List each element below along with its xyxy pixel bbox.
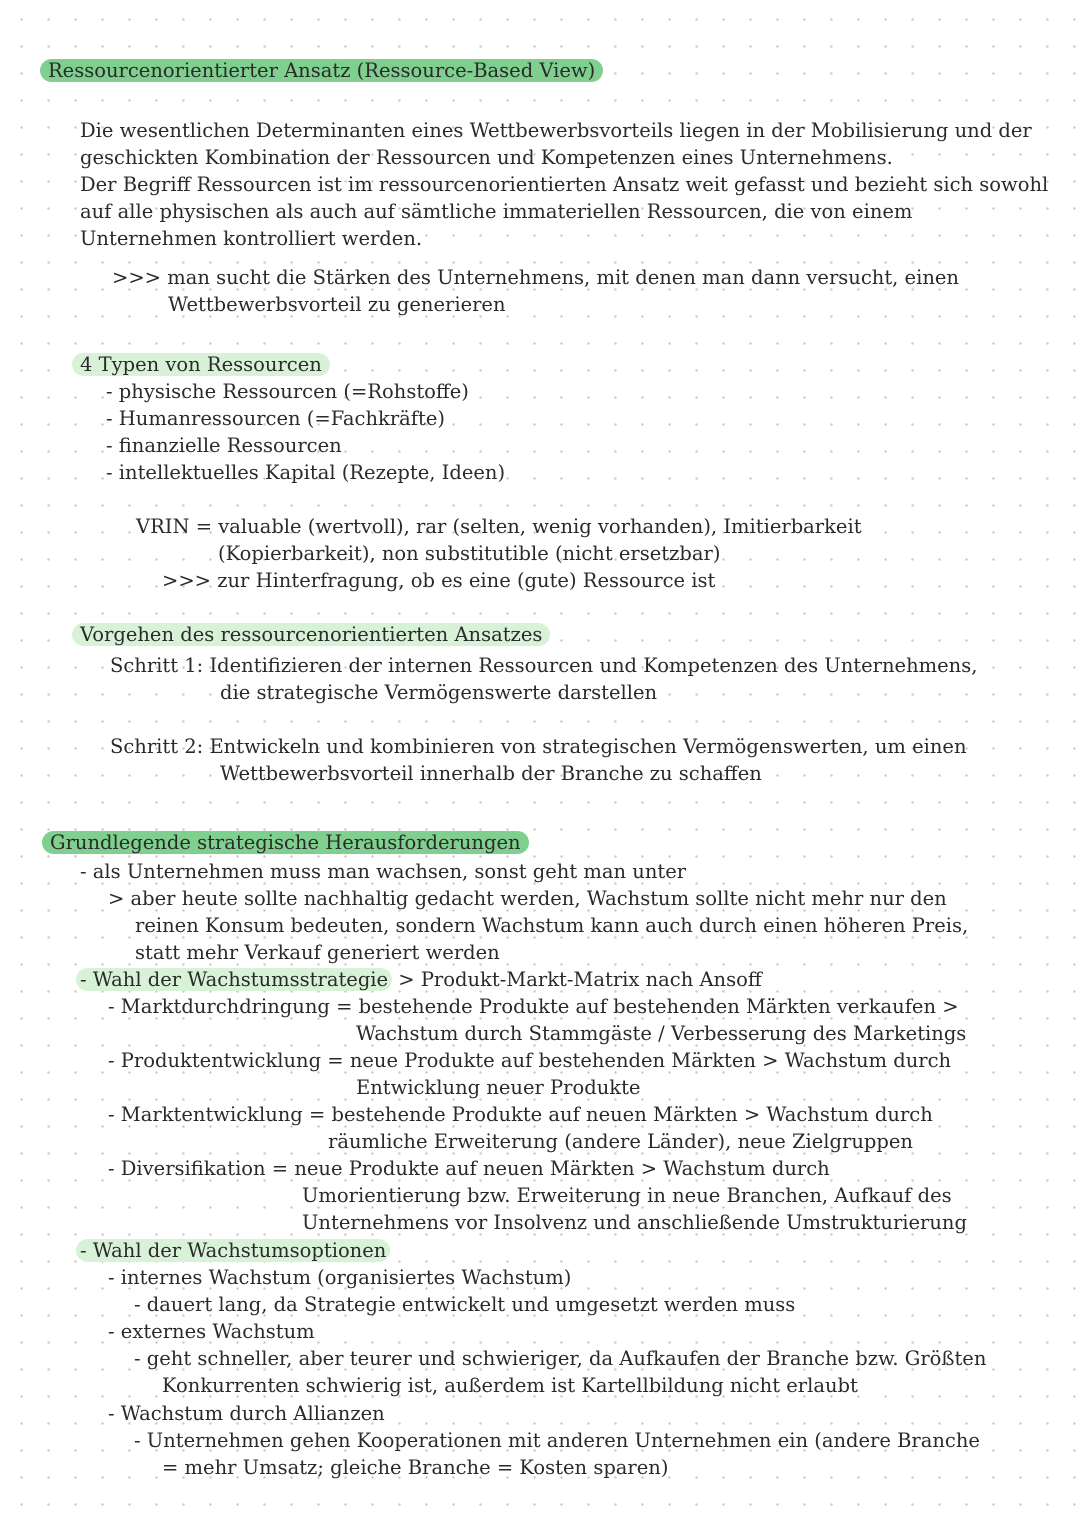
growth-options-highlight: - Wahl der Wachstumsoptionen: [76, 1239, 390, 1262]
growth-strategy-highlight: - Wahl der Wachstumsstrategie: [76, 968, 392, 991]
paragraph-line: Die wesentlichen Determinanten eines Wettbewerbsvorteils liegen in der Mobilisierung und der: [80, 119, 1032, 142]
text-line: > aber heute sollte nachhaltig gedacht werden, Wachstum sollte nicht mehr nur den: [108, 887, 947, 910]
text-line: räumliche Erweiterung (andere Länder), neue Zielgruppen: [328, 1130, 913, 1153]
note-line: >>> man sucht die Stärken des Unternehmens, mit denen man dann versucht, einen: [112, 266, 959, 289]
text-line: Umorientierung bzw. Erweiterung in neue Branchen, Aufkauf des: [302, 1184, 952, 1207]
growth-strategy-line: - Wahl der Wachstumsstrategie > Produkt-Markt-Matrix nach Ansoff: [80, 966, 762, 993]
text-line: Wachstum durch Stammgäste / Verbesserung des Marketings: [356, 1022, 967, 1045]
heading-procedure: Vorgehen des ressourcenorientierten Ansatzes: [80, 621, 550, 648]
heading-resource-types: 4 Typen von Ressourcen: [80, 351, 330, 378]
text-line: - als Unternehmen muss man wachsen, sonst geht man unter: [80, 860, 687, 883]
paragraph-line: auf alle physischen als auch auf sämtliche immateriellen Ressourcen, die von einem: [80, 200, 913, 223]
text-line: - internes Wachstum (organisiertes Wachstum): [108, 1266, 572, 1289]
heading-strategic-challenges: Grundlegende strategische Herausforderungen: [50, 829, 529, 856]
note-line: Wettbewerbsvorteil zu generieren: [168, 293, 506, 316]
text-line: reinen Konsum bedeuten, sondern Wachstum kann auch durch einen höheren Preis,: [135, 914, 969, 937]
text-line: - Produktentwicklung = neue Produkte auf bestehenden Märkten > Wachstum durch: [108, 1049, 952, 1072]
step-line: Schritt 1: Identifizieren der internen Ressourcen und Kompetenzen des Unternehmens,: [110, 654, 978, 677]
list-item: - physische Ressourcen (=Rohstoffe): [106, 380, 469, 403]
vrin-line: >>> zur Hinterfragung, ob es eine (gute) Ressource ist: [162, 569, 716, 592]
text-line: Entwicklung neuer Produkte: [356, 1076, 641, 1099]
step-line: Schritt 2: Entwickeln und kombinieren von strategischen Vermögenswerten, um einen: [110, 735, 967, 758]
list-item: - intellektuelles Kapital (Rezepte, Ideen): [106, 461, 506, 484]
heading-resource-based-view: Ressourcenorientierter Ansatz (Ressource-Based View): [48, 57, 603, 84]
paragraph-line: geschickten Kombination der Ressourcen und Kompetenzen eines Unternehmens.: [80, 146, 893, 169]
text-line: - externes Wachstum: [108, 1320, 315, 1343]
growth-options-line: [80, 1237, 390, 1264]
paragraph-line: Unternehmen kontrolliert werden.: [80, 227, 423, 250]
text-line: - dauert lang, da Strategie entwickelt und umgesetzt werden muss: [134, 1293, 796, 1316]
step-line: Wettbewerbsvorteil innerhalb der Branche zu schaffen: [220, 762, 762, 785]
paragraph-line: Der Begriff Ressourcen ist im ressourcenorientierten Ansatz weit gefasst und bezieht sich sowohl: [80, 173, 1049, 196]
vrin-line: VRIN = valuable (wertvoll), rar (selten, wenig vorhanden), Imitierbarkeit: [136, 515, 862, 538]
text-line: Konkurrenten schwierig ist, außerdem ist Kartellbildung nicht erlaubt: [162, 1374, 858, 1397]
text-line: - Marktdurchdringung = bestehende Produkte auf bestehenden Märkten verkaufen >: [108, 995, 959, 1018]
text-line: - Unternehmen gehen Kooperationen mit anderen Unternehmen ein (andere Branche: [134, 1429, 980, 1452]
text-line: - Diversifikation = neue Produkte auf neuen Märkten > Wachstum durch: [108, 1157, 830, 1180]
step-line: die strategische Vermögenswerte darstellen: [220, 681, 658, 704]
text-line: statt mehr Verkauf generiert werden: [135, 941, 500, 964]
text-line: - geht schneller, aber teurer und schwieriger, da Aufkaufen der Branche bzw. Größten: [134, 1347, 987, 1370]
text-line: = mehr Umsatz; gleiche Branche = Kosten sparen): [162, 1456, 669, 1479]
text-line: Unternehmens vor Insolvenz und anschließende Umstrukturierung: [302, 1211, 967, 1234]
list-item: - finanzielle Ressourcen: [106, 434, 342, 457]
text-line: - Wachstum durch Allianzen: [108, 1402, 385, 1425]
list-item: - Humanressourcen (=Fachkräfte): [106, 407, 445, 430]
text-line: - Marktentwicklung = bestehende Produkte auf neuen Märkten > Wachstum durch: [108, 1103, 933, 1126]
vrin-line: (Kopierbarkeit), non substitutible (nicht ersetzbar): [218, 542, 721, 565]
